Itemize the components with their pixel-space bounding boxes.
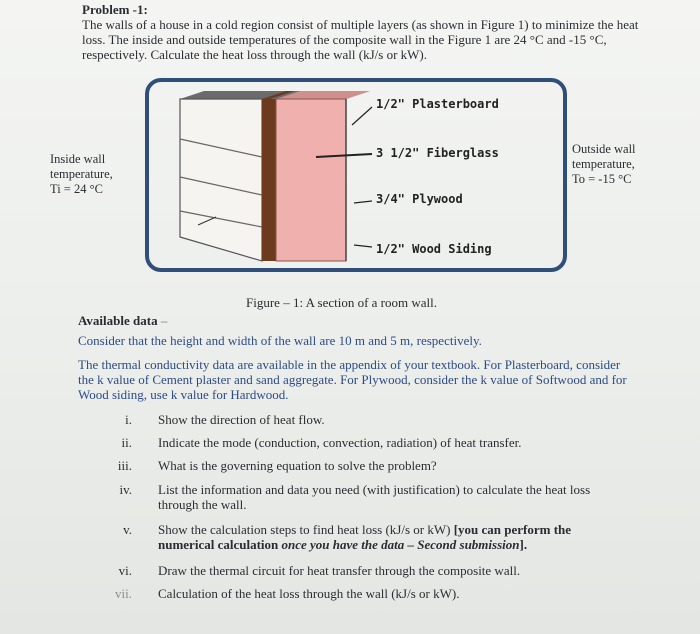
problem-intro: The walls of a house in a cold region consist of multiple layers (as shown in Figure 1) to minimize the heat loss. The inside and outside temperatures of the composite wall in the Figure 1 are 24 °C and -15 °C, respectively. Calculate the heat loss through the wall (kJ/s or kW). bbox=[82, 17, 639, 62]
item-text: Calculation of the heat loss through the wall (kJ/s or kW). bbox=[158, 586, 460, 601]
outside-label-line: Outside wall bbox=[572, 142, 636, 156]
inside-label-line: Inside wall bbox=[50, 152, 106, 166]
inside-label-line: temperature, bbox=[50, 167, 113, 181]
plywood-layer bbox=[262, 99, 276, 261]
inside-label-line: Ti = 24 °C bbox=[50, 182, 103, 196]
item-text: What is the governing equation to solve the problem? bbox=[158, 458, 437, 473]
leader-plywood bbox=[354, 201, 372, 203]
item-number: ii. bbox=[121, 435, 132, 450]
item-text: List the information and data you need (with justification) to calculate the heat loss through the wall. bbox=[158, 482, 591, 512]
label-plasterboard: 1/2" Plasterboard bbox=[376, 97, 499, 111]
item-number: vii. bbox=[115, 586, 132, 601]
item-text: Show the direction of heat flow. bbox=[158, 412, 325, 427]
item-number: iii. bbox=[117, 458, 132, 473]
item-number: iv. bbox=[119, 482, 132, 497]
item-number: vi. bbox=[118, 563, 132, 578]
outside-label-line: To = -15 °C bbox=[572, 172, 632, 186]
outside-label-line: temperature, bbox=[572, 157, 635, 171]
outside-temperature-label bbox=[572, 142, 636, 187]
leader-siding bbox=[354, 245, 372, 247]
label-plywood: 3/4" Plywood bbox=[376, 192, 463, 206]
label-wood-siding: 1/2" Wood Siding bbox=[376, 242, 492, 256]
leader-plasterboard bbox=[352, 107, 372, 125]
item-number: i. bbox=[125, 412, 132, 427]
item-text: Indicate the mode (conduction, convection, radiation) of heat transfer. bbox=[158, 435, 522, 450]
item-text-composite bbox=[158, 522, 618, 552]
item-text: Draw the thermal circuit for heat transfer through the composite wall. bbox=[158, 563, 521, 578]
item-bold-end: ]. bbox=[519, 537, 528, 552]
fiberglass-layer bbox=[276, 99, 346, 261]
item-text: Show the calculation steps to find heat loss (kJ/s or kW) bbox=[158, 522, 454, 537]
wall-section-figure bbox=[144, 77, 568, 273]
available-data-dash: – bbox=[157, 313, 168, 328]
item-number: v. bbox=[123, 522, 132, 537]
available-data-title: Available data bbox=[78, 313, 158, 328]
label-fiberglass: 3 1/2" Fiberglass bbox=[376, 146, 499, 160]
wall-dimensions-paragraph: Consider that the height and width of the wall are 10 m and 5 m, respectively. bbox=[78, 333, 482, 348]
item-bold-italic-text: once you have the data – Second submission bbox=[281, 537, 520, 552]
inside-temperature-label bbox=[50, 152, 113, 197]
item-bold-text: [you can perform the numerical calculation bbox=[158, 522, 572, 552]
available-data-heading bbox=[78, 313, 167, 329]
figure-caption: Figure – 1: A section of a room wall. bbox=[246, 295, 438, 310]
problem-title: Problem -1: bbox=[82, 2, 148, 17]
conductivity-paragraph: The thermal conductivity data are available in the appendix of your textbook. For Plasterboard, consider the k value of Cement plaster and sand aggregate. For Plywood, consider the k value of Softwood and for Wood siding, use k value for Hardwood. bbox=[78, 357, 627, 402]
